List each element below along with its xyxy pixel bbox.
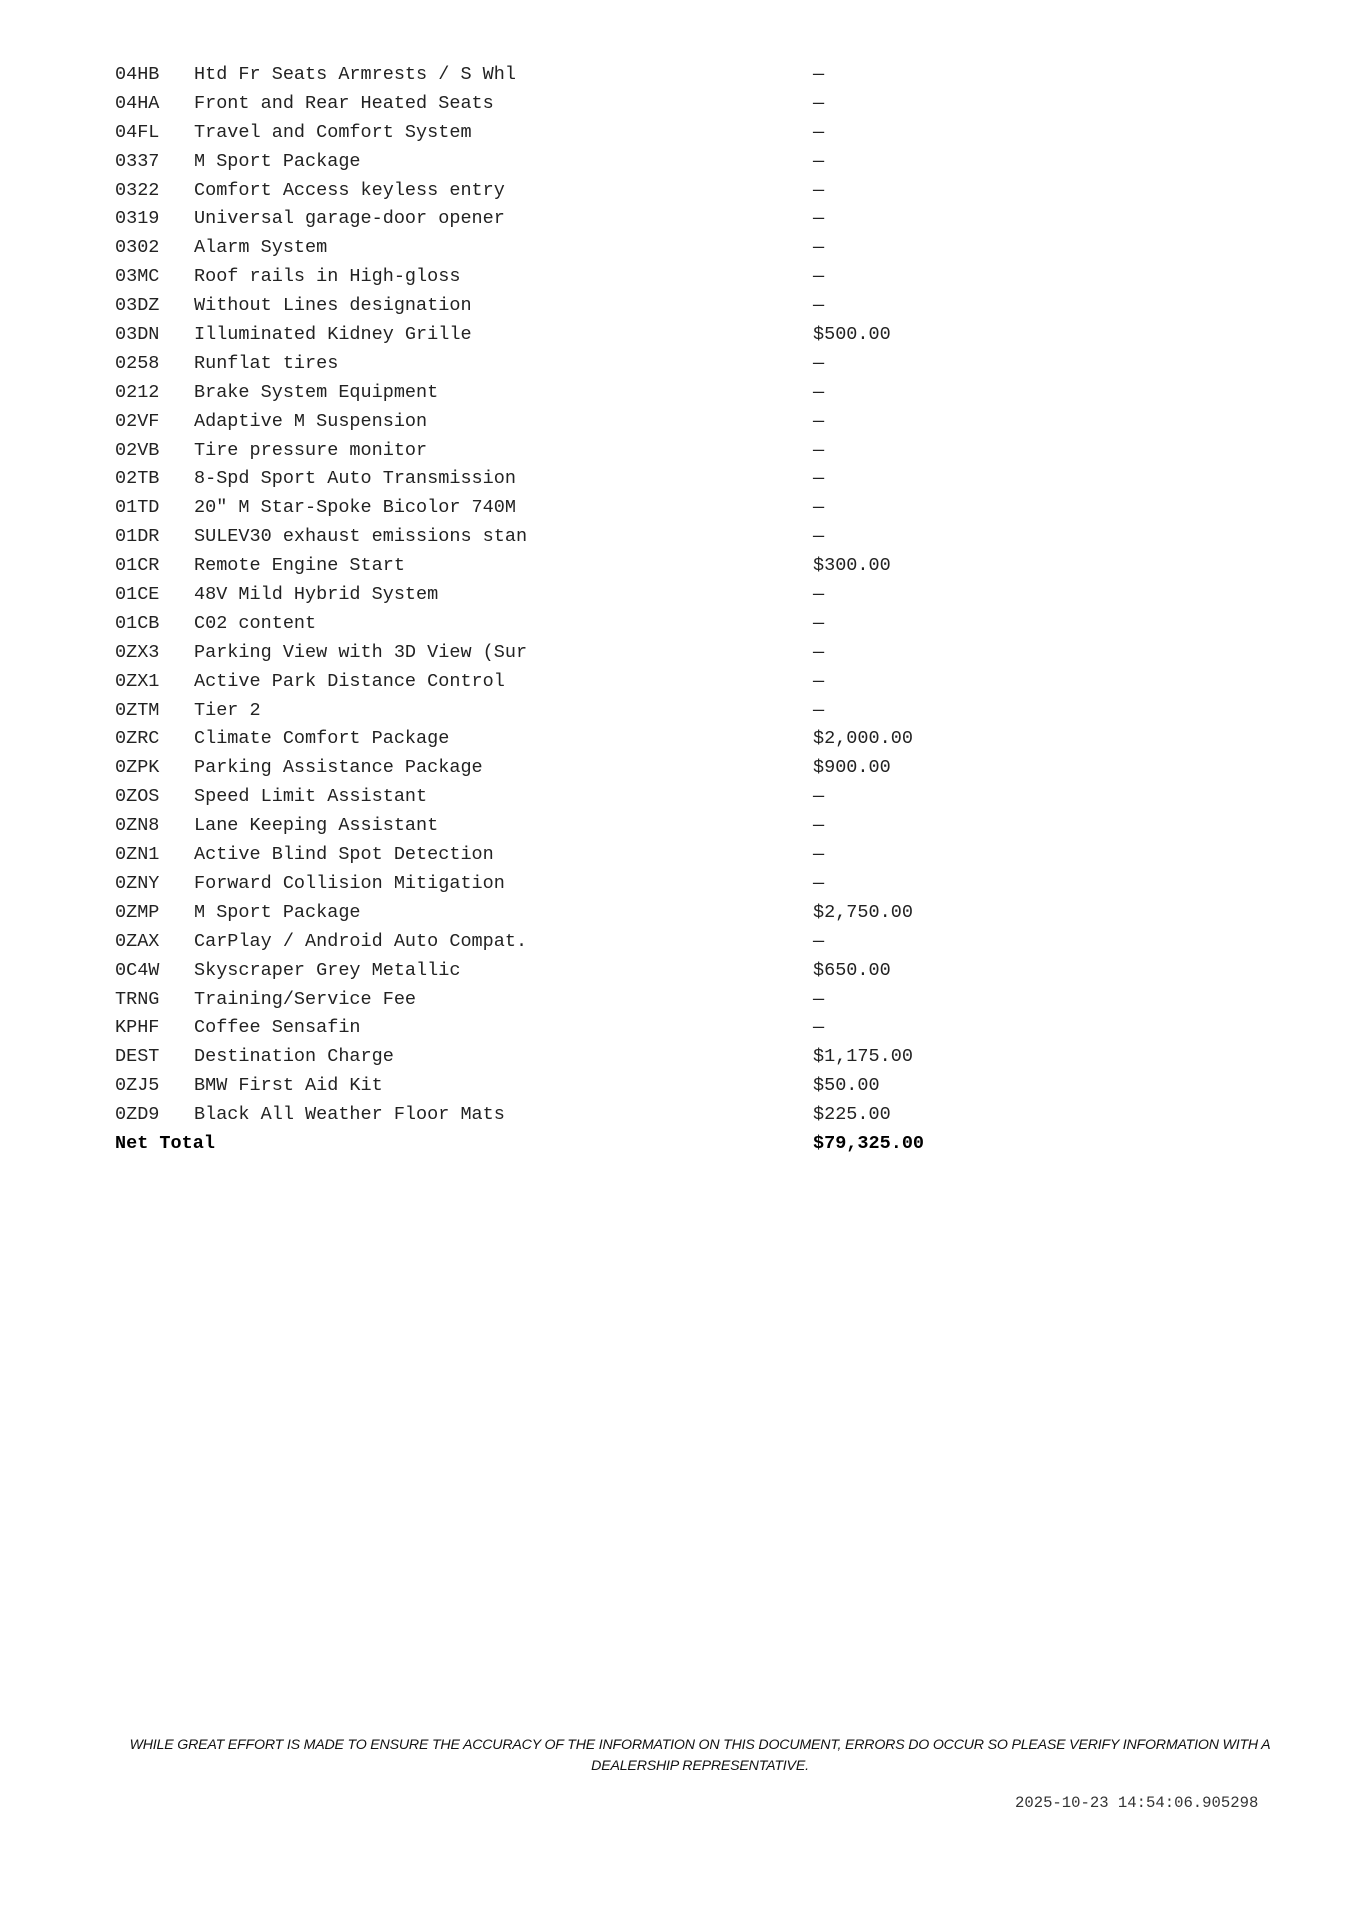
option-code: 0ZPK <box>115 757 160 779</box>
option-description: SULEV30 exhaust emissions stan <box>194 526 528 548</box>
option-row <box>115 494 1015 523</box>
option-code: 0ZRC <box>115 728 160 750</box>
option-code: 04HA <box>115 92 160 114</box>
option-row <box>115 379 1015 408</box>
option-row <box>115 1072 1015 1101</box>
option-code: 04FL <box>115 121 160 143</box>
option-code: 02VF <box>115 410 160 432</box>
option-row <box>115 263 1015 292</box>
option-row <box>115 668 1015 697</box>
option-code: 01CE <box>115 584 160 606</box>
option-description: Active Blind Spot Detection <box>194 844 494 866</box>
option-description: Htd Fr Seats Armrests / S Whl <box>194 64 516 85</box>
option-description: Parking Assistance Package <box>194 757 483 779</box>
option-description: Skyscraper Grey Metallic <box>194 959 461 981</box>
option-price: $50.00 <box>813 1075 880 1097</box>
option-description: Tier 2 <box>194 699 261 721</box>
option-row <box>115 697 1015 726</box>
option-row <box>115 523 1015 552</box>
option-description: C02 content <box>194 612 317 634</box>
option-code: 01CB <box>115 612 160 634</box>
option-price: — <box>813 208 825 230</box>
option-description: Speed Limit Assistant <box>194 786 428 808</box>
option-price: — <box>813 584 825 606</box>
option-code: 0302 <box>115 237 160 259</box>
option-price: — <box>813 872 825 894</box>
option-price: — <box>813 92 825 114</box>
option-code: KPHF <box>115 1017 160 1039</box>
option-description: Universal garage-door opener <box>194 208 505 230</box>
option-code: 0ZNY <box>115 872 160 894</box>
option-row <box>115 639 1015 668</box>
option-code: 04HB <box>115 64 160 85</box>
option-description: Roof rails in High-gloss <box>194 266 461 288</box>
option-row <box>115 841 1015 870</box>
option-description: Active Park Distance Control <box>194 670 505 692</box>
option-code: 03DZ <box>115 295 160 317</box>
option-description: Travel and Comfort System <box>194 121 472 143</box>
option-description: Brake System Equipment <box>194 381 439 403</box>
option-description: Front and Rear Heated Seats <box>194 92 494 114</box>
option-price: — <box>813 641 825 663</box>
option-price: — <box>813 786 825 808</box>
option-row <box>115 581 1015 610</box>
option-row <box>115 177 1015 206</box>
option-code: 0ZX3 <box>115 641 160 663</box>
option-price: — <box>813 266 825 288</box>
option-price: — <box>813 468 825 490</box>
disclaimer-text: WHILE GREAT EFFORT IS MADE TO ENSURE THE ACCURACY OF THE INFORMATION ON THIS DOCUMENT, ERRORS DO OCCUR SO PLEASE VERIFY INFORMATION WITH A DEALERSHIP REPRESENTATIVE. <box>129 1737 1271 1774</box>
option-description: Alarm System <box>194 237 328 259</box>
option-code: 0ZN1 <box>115 844 160 866</box>
option-row <box>115 292 1015 321</box>
generated-timestamp: 2025-10-23 14:54:06.905298 <box>1015 1794 1259 1812</box>
option-row <box>115 1014 1015 1043</box>
option-row <box>115 1043 1015 1072</box>
option-code: 01TD <box>115 497 160 519</box>
option-code: 0337 <box>115 150 160 172</box>
option-description: 8-Spd Sport Auto Transmission <box>194 468 516 490</box>
option-description: Lane Keeping Assistant <box>194 815 439 837</box>
option-description: Climate Comfort Package <box>194 728 450 750</box>
net-total-value: $79,325.00 <box>813 1132 925 1154</box>
net-total-label: Net Total <box>115 1132 215 1154</box>
options-list <box>115 61 1015 1159</box>
option-row <box>115 870 1015 899</box>
option-description: Remote Engine Start <box>194 555 405 577</box>
option-description: Runflat tires <box>194 352 339 374</box>
option-row <box>115 90 1015 119</box>
option-description: M Sport Package <box>194 901 361 923</box>
option-row <box>115 119 1015 148</box>
option-description: Without Lines designation <box>194 295 472 317</box>
option-row <box>115 1101 1015 1130</box>
option-row <box>115 552 1015 581</box>
option-description: Illuminated Kidney Grille <box>194 324 472 346</box>
option-description: Training/Service Fee <box>194 988 417 1010</box>
option-description: CarPlay / Android Auto Compat. <box>194 930 528 952</box>
option-price: — <box>813 844 825 866</box>
option-description: M Sport Package <box>194 150 361 172</box>
option-price: — <box>813 237 825 259</box>
option-code: 0ZTM <box>115 699 160 721</box>
option-price: — <box>813 381 825 403</box>
option-code: 0ZJ5 <box>115 1075 160 1097</box>
option-row <box>115 465 1015 494</box>
option-description: Destination Charge <box>194 1046 394 1068</box>
option-row <box>115 928 1015 957</box>
option-code: 0319 <box>115 208 160 230</box>
option-code: 01DR <box>115 526 160 548</box>
option-price: — <box>813 352 825 374</box>
option-description: Tire pressure monitor <box>194 439 428 461</box>
option-code: 0ZD9 <box>115 1104 160 1126</box>
option-price: $2,750.00 <box>813 901 913 923</box>
option-price: — <box>813 121 825 143</box>
option-price: $500.00 <box>813 324 891 346</box>
option-code: 0ZOS <box>115 786 160 808</box>
option-price: $2,000.00 <box>813 728 913 750</box>
option-price: — <box>813 670 825 692</box>
option-code: 0C4W <box>115 959 160 981</box>
option-description: Forward Collision Mitigation <box>194 872 505 894</box>
option-price: $225.00 <box>813 1104 891 1126</box>
option-row <box>115 725 1015 754</box>
option-row <box>115 350 1015 379</box>
option-row <box>115 234 1015 263</box>
option-row <box>115 148 1015 177</box>
option-description: Coffee Sensafin <box>194 1017 361 1039</box>
option-price: $1,175.00 <box>813 1046 913 1068</box>
option-row <box>115 812 1015 841</box>
option-code: 0ZAX <box>115 930 160 952</box>
option-row <box>115 754 1015 783</box>
option-price: — <box>813 815 825 837</box>
net-total-row <box>115 1130 1015 1159</box>
option-price: — <box>813 497 825 519</box>
option-row <box>115 205 1015 234</box>
option-row <box>115 61 1015 90</box>
option-price: — <box>813 179 825 201</box>
option-description: 48V Mild Hybrid System <box>194 584 439 606</box>
option-price: — <box>813 699 825 721</box>
option-code: DEST <box>115 1046 160 1068</box>
option-code: 0ZX1 <box>115 670 160 692</box>
option-row <box>115 437 1015 466</box>
option-row <box>115 783 1015 812</box>
option-price: — <box>813 439 825 461</box>
option-code: TRNG <box>115 988 160 1010</box>
option-code: 01CR <box>115 555 160 577</box>
option-code: 0322 <box>115 179 160 201</box>
option-price: — <box>813 410 825 432</box>
option-code: 0258 <box>115 352 160 374</box>
option-description: BMW First Aid Kit <box>194 1075 383 1097</box>
option-row <box>115 610 1015 639</box>
option-price: — <box>813 295 825 317</box>
option-price: — <box>813 64 825 85</box>
option-price: — <box>813 930 825 952</box>
option-code: 03MC <box>115 266 160 288</box>
option-price: — <box>813 150 825 172</box>
option-row <box>115 321 1015 350</box>
option-code: 02VB <box>115 439 160 461</box>
option-code: 03DN <box>115 324 160 346</box>
option-description: Parking View with 3D View (Sur <box>194 641 528 663</box>
option-price: — <box>813 1017 825 1039</box>
option-price: — <box>813 988 825 1010</box>
option-description: 20" M Star-Spoke Bicolor 740M <box>194 497 516 519</box>
option-code: 02TB <box>115 468 160 490</box>
option-row <box>115 899 1015 928</box>
option-row <box>115 957 1015 986</box>
option-price: $300.00 <box>813 555 891 577</box>
option-description: Adaptive M Suspension <box>194 410 428 432</box>
option-description: Comfort Access keyless entry <box>194 179 505 201</box>
option-row <box>115 986 1015 1015</box>
option-price: $650.00 <box>813 959 891 981</box>
option-code: 0212 <box>115 381 160 403</box>
option-code: 0ZN8 <box>115 815 160 837</box>
option-code: 0ZMP <box>115 901 160 923</box>
option-description: Black All Weather Floor Mats <box>194 1104 505 1126</box>
option-row <box>115 408 1015 437</box>
option-price: — <box>813 612 825 634</box>
option-price: $900.00 <box>813 757 891 779</box>
option-price: — <box>813 526 825 548</box>
